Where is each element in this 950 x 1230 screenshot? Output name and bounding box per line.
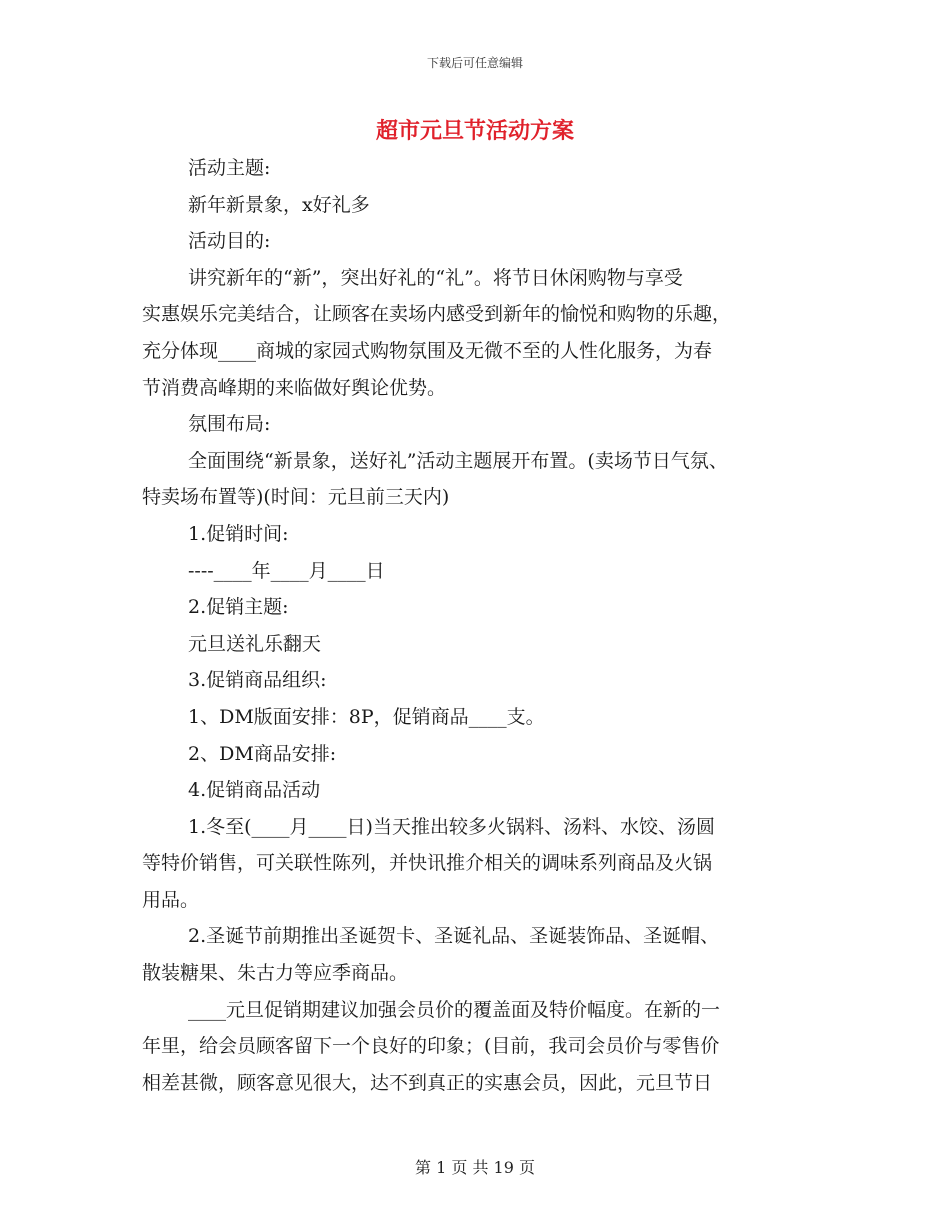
body-line: 3.促销商品组织: [188, 669, 327, 692]
body-line: 2.促销主题: [188, 596, 289, 619]
body-line: 特卖场布置等)(时间：元旦前三天内) [142, 486, 450, 509]
body-line: 活动主题: [188, 157, 271, 179]
body-line: 元旦送礼乐翻天 [188, 632, 322, 655]
header-note: 下载后可任意编辑 [426, 56, 523, 70]
body-line: 散装糖果、朱古力等应季商品。 [142, 962, 409, 985]
body-line: 1.冬至(____月____日)当天推出较多火锅料、汤料、水饺、汤圆 [188, 815, 715, 838]
body-line: 4.促销商品活动 [188, 779, 321, 802]
body-line: 年里，给会员顾客留下一个良好的印象；(目前，我司会员价与零售价 [142, 1035, 720, 1058]
body-line: 节消费高峰期的来临做好舆论优势。 [142, 376, 447, 399]
body-line: ----____年____月____日 [188, 559, 385, 582]
body-line: 氛围布局: [188, 413, 271, 436]
page-footer: 第 1 页 共 19 页 [415, 1158, 535, 1177]
body-line: 新年新景象，x好礼多 [188, 193, 370, 216]
body-line: 讲究新年的“新”，突出好礼的“礼”。将节日休闲购物与享受 [188, 266, 683, 289]
body-line: ____元旦促销期建议加强会员价的覆盖面及特价幅度。在新的一 [188, 998, 721, 1021]
body-line: 实惠娱乐完美结合，让顾客在卖场内感受到新年的愉悦和购物的乐趣， [142, 303, 732, 326]
body-line: 用品。 [142, 888, 200, 911]
body-line: 2.圣诞节前期推出圣诞贺卡、圣诞礼品、圣诞装饰品、圣诞帽、 [188, 925, 720, 948]
document-body [142, 150, 832, 1101]
body-line: 充分体现____商城的家园式购物氛围及无微不至的人性化服务，为春 [142, 339, 713, 362]
document-title: 超市元旦节活动方案 [375, 119, 574, 144]
body-line: 活动目的: [188, 230, 271, 253]
body-line: 1.促销时间: [188, 522, 289, 545]
body-line: 1、DM版面安排：8P，促销商品____支。 [188, 705, 545, 728]
body-line: 2、DM商品安排: [188, 742, 337, 765]
body-line: 全面围绕“新景象，送好礼”活动主题展开布置。(卖场节日气氛、 [188, 449, 728, 472]
body-line: 等特价销售，可关联性陈列，并快讯推介相关的调味系列商品及火锅 [142, 852, 713, 875]
body-line: 相差甚微，顾客意见很大，达不到真正的实惠会员，因此，元旦节日 [142, 1071, 713, 1094]
